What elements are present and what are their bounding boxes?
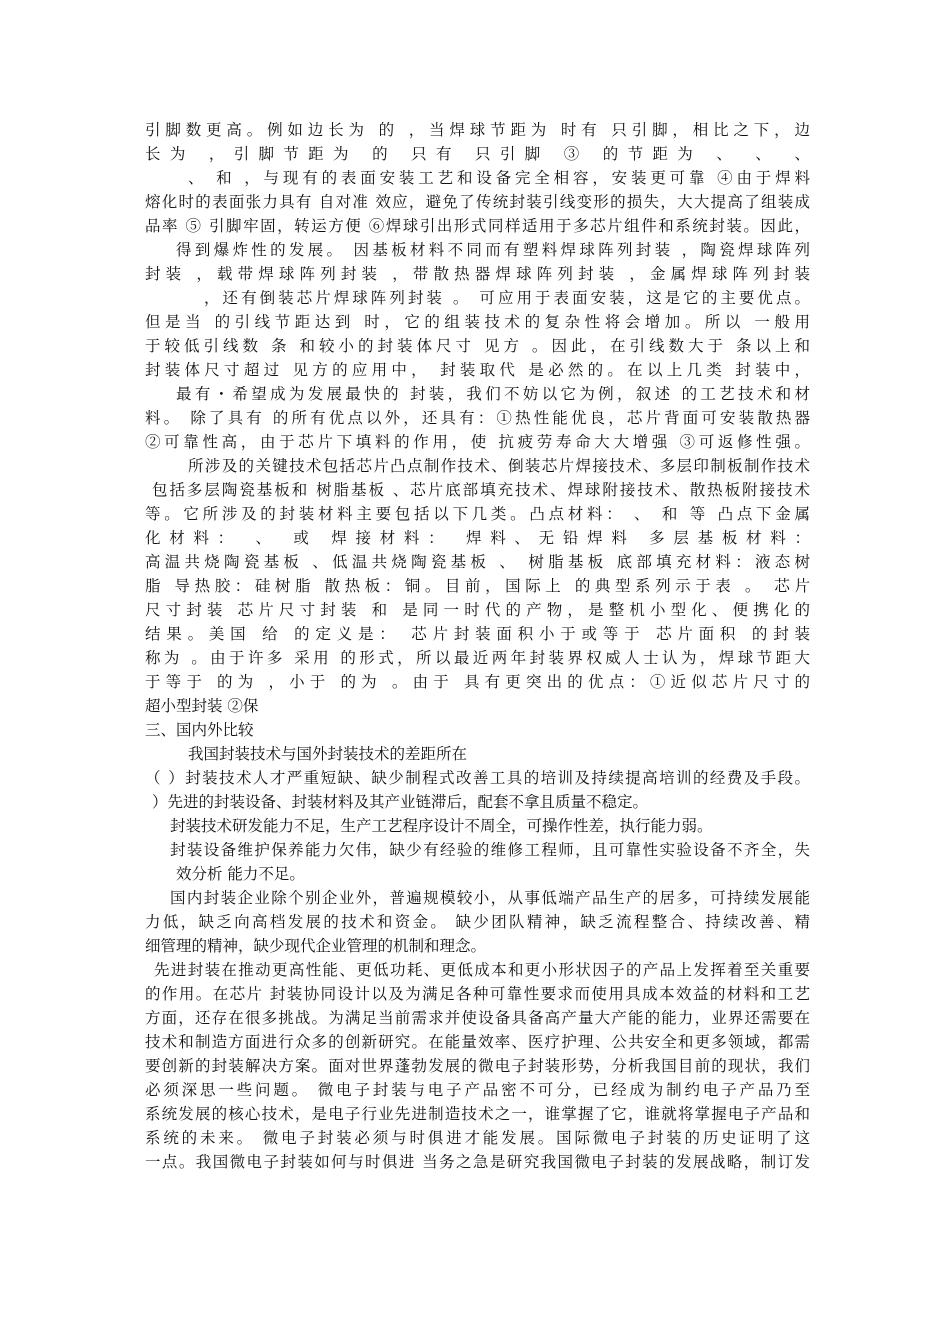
text-line: 我国封装技术与国外封装技术的差距所在 (188, 745, 468, 763)
text-line: 料。 除了具有 的所有优点以外，还具有：①热性能优良，芯片背面可安装散热器 (145, 409, 810, 427)
text-line: 最有・希望成为发展最快的 封装，我们不妨以它为例，叙述 的工艺技术和材 (176, 385, 810, 403)
text-line: 高温共烧陶瓷基板 、低温共烧陶瓷基板 、 树脂基板 底部填充材料：液态树 (145, 553, 810, 571)
text-line: 称为 。由于许多 采用 的形式，所以最近两年封装界权威人士认为，焊球节距大 (145, 649, 810, 667)
text-line: 、 和 ，与现有的表面安装工艺和设备完全相容，安装更可靠 ④由于焊料 (188, 169, 810, 187)
text-line: 封装体尺寸超过 见方的应用中， 封装取代 是必然的。在以上几类 封装中， (145, 361, 810, 379)
text-line: 的作用。在芯片 封装协同设计以及为满足各种可靠性要求而使用具成本效益的材料和工艺 (145, 985, 810, 1003)
text-line: 得到爆炸性的发展。 因基板材料不同而有塑料焊球阵列封装 ，陶瓷焊球阵列 (176, 241, 810, 259)
text-line: 先进封装在推动更高性能、更低功耗、更低成本和更小形状因子的产品上发挥着至关重要 (154, 961, 810, 979)
text-line: 结果。美国 给 的定义是： 芯片封装面积小于或等于 芯片面积 的封装 (145, 625, 810, 643)
text-line: 超小型封装 ②保 (145, 697, 259, 715)
text-line: 于等于 的为 ，小于 的为 。由于 具有更突出的优点：①近似芯片尺寸的 (145, 673, 810, 691)
text-line: 化材料： 、 或 焊接材料： 焊料、无铅焊料 多层基板材料： (145, 529, 810, 547)
text-line: 品率 ⑤ 引脚牢固，转运方便 ⑥焊球引出形式同样适用于多芯片组件和系统封装。因此， (145, 217, 810, 235)
section-heading: 三、国内外比较 (145, 721, 254, 739)
text-line: 封装 ，载带焊球阵列封装 ，带散热器焊球阵列封装 ，金属焊球阵列封装 (145, 265, 810, 283)
text-line: 必须深思一些问题。 微电子封装与电子产品密不可分，已经成为制约电子产品乃至 (145, 1081, 810, 1099)
text-line: 技术和制造方面进行众多的创新研究。在能量效率、医疗护理、公共安全和更多领域，都需 (145, 1033, 810, 1051)
text-line: 包括多层陶瓷基板和 树脂基板 、芯片底部填充技术、焊球附接技术、散热板附接技术 (152, 481, 810, 499)
text-line: 熔化时的表面张力具有 自对准 效应，避免了传统封装引线变形的损失，大大提高了组装成 (145, 193, 810, 211)
list-item: ）先进的封装设备、封装材料及其产业链滞后，配套不拿且质量不稳定。 (152, 793, 649, 811)
text-line: 系统的未来。 微电子封装必须与时俱进才能发展。国际微电子封装的历史证明了这 (145, 1129, 810, 1147)
text-line: 尺寸封装 芯片尺寸封装 和 是同一时代的产物，是整机小型化、便携化的 (145, 601, 810, 619)
text-line: ②可靠性高，由于芯片下填料的作用，使 抗疲劳寿命大大增强 ③可返修性强。 (145, 433, 810, 451)
text-line: ，还有倒装芯片焊球阵列封装 。 可应用于表面安装，这是它的主要优点。 (204, 289, 810, 307)
text-line: 引脚数更高。例如边长为 的 ，当焊球节距为 时有 只引脚，相比之下，边 (145, 121, 810, 139)
text-line: 一点。我国微电子封装如何与时俱进 当务之急是研究我国微电子封装的发展战略，制订发 (145, 1153, 810, 1171)
text-line: 要创新的封装解决方案。面对世界蓬勃发展的微电子封装形势，分析我国目前的现状，我们 (145, 1057, 810, 1075)
text-line: 于较低引线数 条 和较小的封装体尺寸 见方 。因此，在引线数大于 条以上和 (145, 337, 810, 355)
text-line: 方面，还存在很多挑战。为满足当前需求并使设备具备高产量大产能的能力，业界还需要在 (145, 1009, 810, 1027)
text-line: 系统发展的核心技术，是电子行业先进制造技术之一，谁掌握了它，谁就将掌握电子产品和 (145, 1105, 810, 1123)
text-line: 等。它所涉及的封装材料主要包括以下几类。凸点材料： 、 和 等 凸点下金属 (145, 505, 810, 523)
text-line: 但是当 的引线节距达到 时，它的组装技术的复杂性将会增加。所以 一般用 (145, 313, 810, 331)
text-line: 力低，缺乏向高档发展的技术和资金。 缺少团队精神，缺乏流程整合、持续改善、精 (145, 913, 810, 931)
list-item: 封装设备维护保养能力欠伟，缺少有经验的维修工程师，且可靠性实验设备不齐全，失 (170, 841, 810, 859)
list-item: （ ）封装技术人才严重短缺、缺少制程式改善工具的培训及持续提高培训的经费及手段。 (145, 769, 810, 787)
text-line: 脂 导热胶：硅树脂 散热板：铜。目前，国际上 的典型系列示于表 。 芯片 (145, 577, 810, 595)
text-line: 长为 ，引脚节距为 的 只有 只引脚 ③ 的节距为 、 、 、 (145, 145, 810, 163)
text-line: 细管理的精神，缺少现代企业管理的机制和理念。 (145, 937, 487, 955)
list-item: 封装技术研发能力不足，生产工艺程序设计不周全，可操作性差，执行能力弱。 (170, 817, 713, 835)
text-line: 效分析 能力不足。 (176, 865, 305, 883)
text-line: 所涉及的关键技术包括芯片凸点制作技术、倒装芯片焊接技术、多层印制板制作技术 (188, 457, 810, 475)
text-line: 国内封装企业除个别企业外，普遍规模较小，从事低端产品生产的居多，可持续发展能 (170, 889, 810, 907)
